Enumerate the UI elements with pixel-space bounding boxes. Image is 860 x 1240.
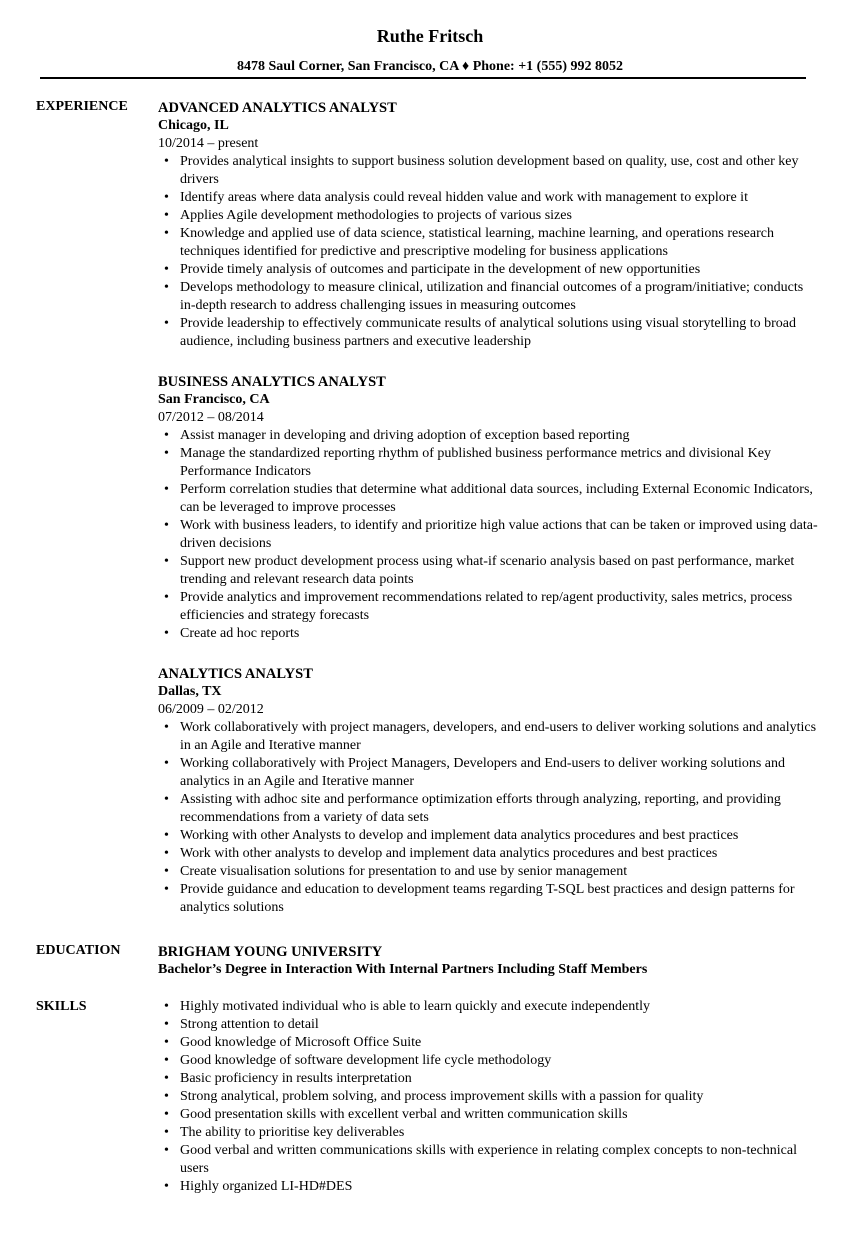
list-item: • Provides analytical insights to support business solution development based on quality, use, cost and other key drivers <box>158 153 818 189</box>
job-entry <box>158 99 818 351</box>
list-item: • Working with other Analysts to develop and implement data analytics procedures and best practices <box>158 827 818 845</box>
job-dates: 07/2012 – 08/2014 <box>158 410 264 425</box>
list-item: • Support new product development process using what-if scenario analysis based on past performance, market trending and relevant research data points <box>158 553 818 589</box>
list-item: • Good verbal and written communications skills with experience in relating complex concepts to non-technical users <box>158 1142 818 1178</box>
job-location: San Francisco, CA <box>158 392 270 407</box>
job-bullets <box>158 719 818 917</box>
skills-list <box>158 998 818 1196</box>
list-item: • Work with other analysts to develop and implement data analytics procedures and best practices <box>158 845 818 863</box>
job-location: Dallas, TX <box>158 684 222 699</box>
education-entry <box>158 943 818 979</box>
list-item: • Basic proficiency in results interpretation <box>158 1070 818 1088</box>
list-item: • Provide analytics and improvement recommendations related to rep/agent productivity, sales metrics, process efficiencies and strategy forecasts <box>158 589 818 625</box>
section-label-education: EDUCATION <box>36 943 121 958</box>
job-dates: 06/2009 – 02/2012 <box>158 702 264 717</box>
skills-entry <box>158 998 818 1196</box>
list-item: • Assisting with adhoc site and performance optimization efforts through analyzing, reporting, and providing recommendations from a variety of data sets <box>158 791 818 827</box>
job-bullets <box>158 153 818 351</box>
job-bullets <box>158 427 818 643</box>
degree-name: Bachelor’s Degree in Interaction With Internal Partners Including Staff Members <box>158 962 648 977</box>
list-item: • Provide timely analysis of outcomes and participate in the development of new opportunities <box>158 261 818 279</box>
list-item: • Identify areas where data analysis could reveal hidden value and work with management to explore it <box>158 189 818 207</box>
job-entry <box>158 665 818 917</box>
list-item: • The ability to prioritise key deliverables <box>158 1124 818 1142</box>
list-item: • Assist manager in developing and driving adoption of exception based reporting <box>158 427 818 445</box>
list-item: • Provide guidance and education to development teams regarding T-SQL best practices and design patterns for analytics solutions <box>158 881 818 917</box>
list-item: • Manage the standardized reporting rhythm of published business performance metrics and divisional Key Performance Indicators <box>158 445 818 481</box>
job-location: Chicago, IL <box>158 118 229 133</box>
list-item: • Highly organized LI-HD#DES <box>158 1178 818 1196</box>
job-dates: 10/2014 – present <box>158 136 259 151</box>
job-entry <box>158 373 818 643</box>
list-item: • Work collaboratively with project managers, developers, and end-users to deliver working solutions and analytics in an Agile and Iterative manner <box>158 719 818 755</box>
section-label-skills: SKILLS <box>36 999 87 1014</box>
list-item: • Create visualisation solutions for presentation to and use by senior management <box>158 863 818 881</box>
job-title: ADVANCED ANALYTICS ANALYST <box>158 100 397 116</box>
list-item: • Good presentation skills with excellent verbal and written communication skills <box>158 1106 818 1124</box>
contact-line: 8478 Saul Corner, San Francisco, CA ♦ Phone: +1 (555) 992 8052 <box>237 59 623 74</box>
section-label-experience: EXPERIENCE <box>36 99 128 114</box>
header-divider <box>40 77 806 79</box>
candidate-name: Ruthe Fritsch <box>376 26 484 46</box>
list-item: • Create ad hoc reports <box>158 625 818 643</box>
list-item: • Perform correlation studies that determine what additional data sources, including External Economic Indicators, can be leveraged to improve processes <box>158 481 818 517</box>
list-item: • Strong analytical, problem solving, and process improvement skills with a passion for quality <box>158 1088 818 1106</box>
list-item: • Knowledge and applied use of data science, statistical learning, machine learning, and operations research techniques identified for predictive and prescriptive modeling for business applications <box>158 225 818 261</box>
job-title: BUSINESS ANALYTICS ANALYST <box>158 374 386 390</box>
list-item: • Highly motivated individual who is able to learn quickly and execute independently <box>158 998 818 1016</box>
list-item: • Working collaboratively with Project Managers, Developers and End-users to deliver working solutions and analytics in an Agile and Iterative manner <box>158 755 818 791</box>
list-item: • Provide leadership to effectively communicate results of analytical solutions using visual storytelling to broad audience, including business partners and executive leadership <box>158 315 818 351</box>
list-item: • Develops methodology to measure clinical, utilization and financial outcomes of a program/initiative; conducts in-depth research to address challenging issues in measuring outcomes <box>158 279 818 315</box>
list-item: • Good knowledge of software development life cycle methodology <box>158 1052 818 1070</box>
job-title: ANALYTICS ANALYST <box>158 666 313 682</box>
school-name: BRIGHAM YOUNG UNIVERSITY <box>158 944 383 960</box>
list-item: • Good knowledge of Microsoft Office Suite <box>158 1034 818 1052</box>
list-item: • Strong attention to detail <box>158 1016 818 1034</box>
list-item: • Work with business leaders, to identify and prioritize high value actions that can be taken or improved using data-driven decisions <box>158 517 818 553</box>
list-item: • Applies Agile development methodologies to projects of various sizes <box>158 207 818 225</box>
